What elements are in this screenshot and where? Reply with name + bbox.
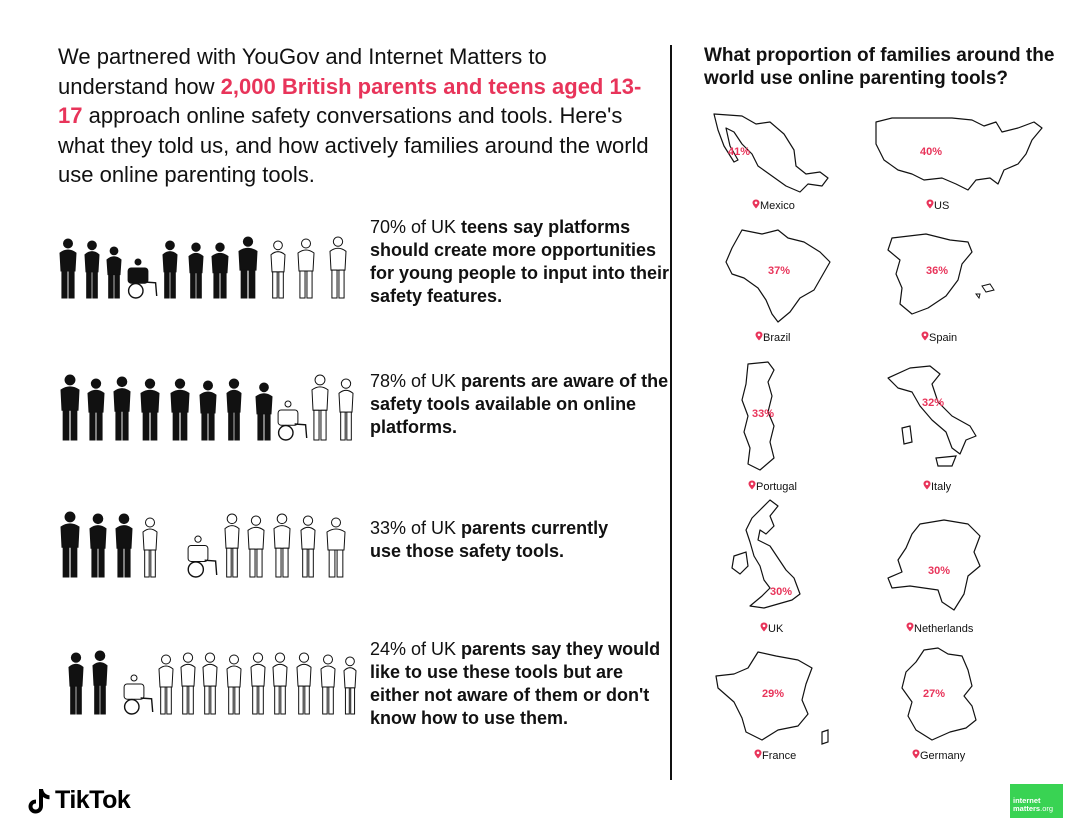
person-figure bbox=[124, 675, 153, 714]
person-figure bbox=[312, 375, 328, 440]
person-figure bbox=[159, 655, 173, 714]
internet-matters-logo bbox=[1010, 784, 1063, 818]
location-pin-icon bbox=[752, 199, 760, 209]
label-brazil-text: Brazil bbox=[763, 332, 791, 344]
person-figure bbox=[256, 383, 272, 440]
person-figure bbox=[227, 655, 241, 714]
tiktok-logo bbox=[26, 786, 130, 815]
stat-1-bold: teens say platforms should create more opportunities for young people to input into their safety features. bbox=[370, 217, 669, 306]
location-pin-icon bbox=[921, 331, 929, 341]
location-pin-icon bbox=[754, 749, 762, 759]
label-netherlands-text: Netherlands bbox=[914, 623, 974, 635]
stat-1 bbox=[370, 216, 670, 308]
label-brazil bbox=[755, 331, 791, 344]
person-figure bbox=[251, 653, 265, 714]
person-figure bbox=[116, 514, 132, 577]
person-figure bbox=[200, 381, 216, 440]
person-figure bbox=[278, 401, 307, 440]
person-figure bbox=[60, 239, 76, 298]
person-figure bbox=[90, 514, 106, 577]
person-figure bbox=[339, 379, 353, 440]
person-figure bbox=[239, 237, 257, 298]
person-figure bbox=[203, 653, 217, 714]
location-pin-icon bbox=[912, 749, 920, 759]
stat-2-lead: 78% of UK bbox=[370, 371, 462, 391]
stat-3-lead: 33% of UK bbox=[370, 518, 462, 538]
person-figure bbox=[225, 514, 239, 577]
location-pin-icon bbox=[923, 480, 931, 490]
intro-text-before: We partnered with YouGov and Internet Matters to understand how bbox=[58, 44, 547, 99]
label-portugal bbox=[748, 480, 797, 493]
person-figure bbox=[93, 651, 107, 714]
tiktok-note-icon bbox=[26, 787, 52, 815]
pct-france: 29% bbox=[762, 688, 785, 700]
person-figure bbox=[321, 655, 335, 714]
pct-portugal: 33% bbox=[752, 408, 775, 420]
people-illustration-row-4 bbox=[58, 642, 358, 716]
person-figure bbox=[189, 243, 203, 298]
person-figure bbox=[128, 259, 157, 298]
location-pin-icon bbox=[906, 622, 914, 632]
pct-uk: 30% bbox=[770, 586, 793, 598]
label-spain-text: Spain bbox=[929, 332, 958, 344]
map-section-title: What proportion of families around the world use online parenting tools? bbox=[704, 45, 1055, 89]
stat-4-lead: 24% of UK bbox=[370, 639, 462, 659]
person-figure bbox=[271, 241, 285, 298]
person-figure bbox=[297, 653, 311, 714]
intro-text-after: approach online safety conversations and tools. Here's what they told us, and how actively families around the world use online parenting tools. bbox=[58, 103, 649, 187]
location-pin-icon bbox=[748, 480, 756, 490]
map-spain bbox=[880, 230, 1004, 326]
stat-4 bbox=[370, 638, 670, 730]
person-figure bbox=[181, 653, 195, 714]
person-figure bbox=[327, 518, 345, 577]
label-us bbox=[926, 199, 949, 212]
label-netherlands bbox=[906, 622, 973, 635]
person-figure bbox=[188, 536, 217, 577]
person-figure bbox=[344, 657, 356, 714]
people-illustration-row-2 bbox=[58, 368, 358, 442]
intro-paragraph bbox=[58, 42, 658, 190]
label-us-text: US bbox=[934, 200, 950, 212]
vertical-divider bbox=[670, 45, 672, 780]
label-italy bbox=[923, 480, 951, 493]
people-illustration-row-1 bbox=[58, 218, 358, 300]
person-figure bbox=[163, 241, 177, 298]
person-figure bbox=[227, 379, 241, 440]
pct-mexico: 41% bbox=[728, 146, 751, 158]
label-spain bbox=[921, 331, 957, 344]
im-line1: internet bbox=[1013, 796, 1041, 805]
intro-highlight: 2,000 British parents and teens aged 13-17 bbox=[58, 73, 642, 128]
location-pin-icon bbox=[926, 199, 934, 209]
location-pin-icon bbox=[755, 331, 763, 341]
person-figure bbox=[88, 379, 104, 440]
person-figure bbox=[85, 241, 99, 298]
person-figure bbox=[298, 239, 314, 298]
person-figure bbox=[69, 653, 83, 714]
person-figure bbox=[114, 377, 130, 440]
person-figure bbox=[273, 653, 287, 714]
tiktok-wordmark: TikTok bbox=[55, 786, 131, 814]
map-uk bbox=[730, 496, 812, 620]
map-italy bbox=[880, 362, 990, 474]
label-germany bbox=[912, 749, 965, 762]
label-mexico-text: Mexico bbox=[760, 200, 795, 212]
person-figure bbox=[107, 247, 121, 298]
label-italy-text: Italy bbox=[931, 481, 952, 493]
person-figure bbox=[143, 518, 157, 577]
stat-2-bold: parents are aware of the safety tools available on online platforms. bbox=[370, 371, 669, 437]
label-germany-text: Germany bbox=[920, 750, 966, 762]
person-figure bbox=[274, 514, 290, 577]
im-line2: matters bbox=[1013, 804, 1041, 813]
label-portugal-text: Portugal bbox=[756, 481, 797, 493]
person-figure bbox=[248, 516, 264, 577]
im-suffix: .org bbox=[1040, 804, 1054, 813]
stat-3-bold: parents currently use those safety tools. bbox=[370, 518, 609, 561]
stat-4-bold: parents say they would like to use these tools but are either not aware of them or don't know how to use them. bbox=[370, 639, 661, 728]
person-figure bbox=[301, 516, 315, 577]
person-figure bbox=[61, 375, 79, 440]
label-uk bbox=[760, 622, 783, 635]
label-france bbox=[754, 749, 796, 762]
label-mexico bbox=[752, 199, 795, 212]
label-france-text: France bbox=[762, 750, 797, 762]
pct-italy: 32% bbox=[922, 397, 945, 409]
stat-3 bbox=[370, 517, 640, 563]
pct-spain: 36% bbox=[926, 265, 949, 277]
stat-1-lead: 70% of UK bbox=[370, 217, 462, 237]
person-figure bbox=[330, 237, 346, 298]
people-illustration-row-3 bbox=[58, 503, 358, 579]
stat-2 bbox=[370, 370, 670, 439]
person-figure bbox=[171, 379, 189, 440]
pct-us: 40% bbox=[920, 146, 943, 158]
person-figure bbox=[141, 379, 159, 440]
pct-netherlands: 30% bbox=[928, 565, 951, 577]
pct-brazil: 37% bbox=[768, 265, 791, 277]
person-figure bbox=[61, 512, 79, 577]
pct-germany: 27% bbox=[923, 688, 946, 700]
location-pin-icon bbox=[760, 622, 768, 632]
map-us bbox=[872, 114, 1048, 198]
person-figure bbox=[212, 243, 228, 298]
label-uk-text: UK bbox=[768, 623, 784, 635]
